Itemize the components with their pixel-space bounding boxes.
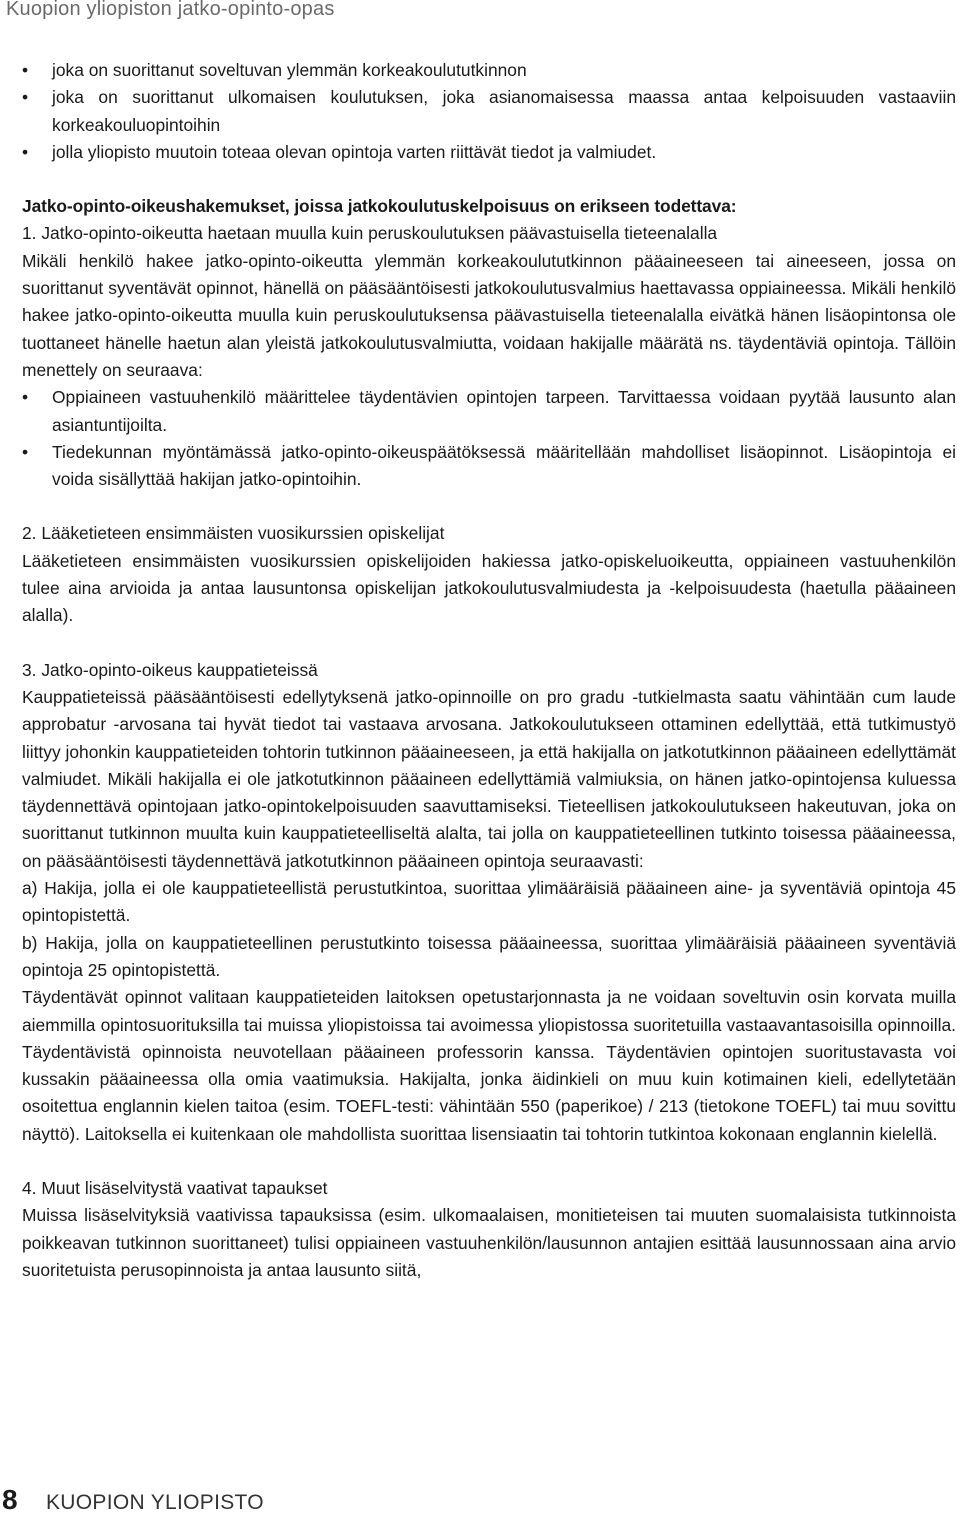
page-number: 8 xyxy=(2,1484,18,1515)
list-item xyxy=(22,84,956,139)
section-3-item-b: b) Hakija, jolla on kauppatieteellinen perustutkinto toisessa pääaineessa, suorittaa ylimääräisiä pääaineen syventäviä opintoja 25 opintopistettä. xyxy=(22,932,956,980)
bullet-icon: • xyxy=(22,387,29,408)
list-item xyxy=(22,384,956,439)
eligibility-heading: Jatko-opinto-oikeushakemukset, joissa jatkokoulutuskelpoisuus on erikseen todettava: xyxy=(22,196,737,217)
section-1-bullet-list xyxy=(22,384,956,493)
list-item xyxy=(22,439,956,494)
bullet-icon: • xyxy=(22,441,29,462)
list-item-text: joka on suorittanut soveltuvan ylemmän korkeakoulututkinnon xyxy=(52,60,527,80)
list-item-text: Tiedekunnan myöntämässä jatko-opinto-oikeuspäätöksessä määritellään mahdolliset lisäopinnot. Lisäopintoja ei voida sisällyttää hakijan jatko-opintoihin. xyxy=(52,441,956,490)
section-1-body: Mikäli henkilö hakee jatko-opinto-oikeutta ylemmän korkeakoulututkinnon pääaineeseen tai aineeseen, jossa on suorittanut syventävät opinnot, hänellä on pääsääntöisesti jatkokoulutusvalmius haettavassa oppiaineessa. Mikäli henkilö hakee jatko-opinto-oikeutta muulla kuin peruskoulutuksensa päävastuisella tieteenalalla eivätkä hänen lisäopintonsa ole tuottaneet hänelle haetun alan yleistä jatkokoulutusvalmiutta, voidaan hakijalle määrätä ns. täydentäviä opintoja. Tällöin menettely on seuraava: xyxy=(22,250,956,380)
bullet-icon: • xyxy=(22,87,29,108)
section-3-heading: 3. Jatko-opinto-oikeus kauppatieteissä xyxy=(22,659,318,680)
bullet-icon: • xyxy=(22,141,29,162)
section-3-closing: Täydentävät opinnot valitaan kauppatieteiden laitoksen opetustarjonnasta ja ne voidaan soveltuvin osin korvata muilla aiemmilla opintosuorituksilla tai muissa yliopistoissa tai avoimessa yliopistossa suoritetuilla vastaavantasoisilla opinnoilla. Täydentävistä opinnoista neuvotellaan pääaineen professorin kanssa. Täydentävien opintojen suoritustavasta voi kussakin pääaineessa olla omia vaatimuksia. Hakijalta, jonka äidinkieli on muu kuin kotimainen kieli, edellytetään osoitettua englannin kielen taitoa (esim. TOEFL-testi: vähintään 550 (paperikoe) / 213 (tietokone TOEFL) tai muu sovittu näyttö). Laitoksella ei kuitenkaan ole mahdollista suorittaa lisensiaatin tai tohtorin tutkintoa kokonaan englannin kielellä. xyxy=(22,987,956,1144)
list-item-text: Oppiaineen vastuuhenkilö määrittelee täydentävien opintojen tarpeen. Tarvittaessa voidaan pyytää lausunto alan asiantuntijoilta. xyxy=(52,387,956,435)
list-item-text: joka on suorittanut ulkomaisen koulutuksen, joka asianomaisessa maassa antaa kelpoisuuden vastaaviin korkeakouluopintoihin xyxy=(52,87,956,135)
spacer xyxy=(22,630,956,657)
section-2-heading: 2. Lääketieteen ensimmäisten vuosikurssien opiskelijat xyxy=(22,523,445,544)
section-1-heading: 1. Jatko-opinto-oikeutta haetaan muulla kuin peruskoulutuksen päävastuisella tieteenalalla xyxy=(22,223,718,244)
spacer xyxy=(22,1148,956,1175)
spacer xyxy=(22,493,956,520)
section-4-body: Muissa lisäselvityksiä vaativissa tapauksissa (esim. ulkomaalaisen, monitieteisen tai muuten suomalaisista tutkinnoista poikkeavan tutkinnon suorittaneet) tulisi oppiaineen vastuuhenkilön/lausunnon antajien esittää lausunnossaan aina arvio suoritetuista perusopinnoista ja antaa lausunto siitä, xyxy=(22,1205,956,1280)
running-header: Kuopion yliopiston jatko-opinto-opas xyxy=(6,0,335,20)
section-2-body: Lääketieteen ensimmäisten vuosikurssien opiskelijoiden hakiessa jatko-opiskeluoikeutta, oppiaineen vastuuhenkilön tulee aina arvioida ja antaa lausuntonsa opiskelijan jatkokoulutusvalmiudesta ja -kelpoisuudesta (haetulla pääaineen alalla). xyxy=(22,550,956,626)
section-4-heading: 4. Muut lisäselvitystä vaativat tapaukset xyxy=(22,1177,328,1198)
intro-bullet-list xyxy=(22,57,956,166)
list-item-text: jolla yliopisto muutoin toteaa olevan opintoja varten riittävät tiedot ja valmiudet. xyxy=(52,141,657,162)
list-item xyxy=(22,139,956,166)
footer-university-name: KUOPION YLIOPISTO xyxy=(46,1491,264,1514)
list-item xyxy=(22,57,956,84)
section-3-body: Kauppatieteissä pääsääntöisesti edellytyksenä jatko-opinnoille on pro gradu -tutkielmasta saatu vähintään cum laude approbatur -arvosana tai hyvät tiedot tai vastaava arvosana. Jatkokoulutukseen ottaminen edellyttää, että tutkimustyö liittyy johonkin kauppatieteiden tohtorin tutkinnon pääaineeseen, ja että hakijalla on jatkotutkinnon pääaineen edellyttämät valmiudet. Mikäli hakijalla ei ole jatkotutkinnon pääaineen edellyttämiä valmiuksia, on hänen jatko-opintojensa kuluessa täydennettävä opintojaan jatko-opintokelpoisuuden saavuttamiseksi. Tieteellisen jatkokoulutukseen hakeutuvan, joka on suorittanut tutkinnon muulta kuin kauppatieteelliseltä alalta, tai jolla on kauppatieteellinen tutkinto toisessa pääaineessa, on pääsääntöisesti täydennettävä jatkotutkinnon pääaineen opintoja seuraavasti: xyxy=(22,686,956,871)
section-3-item-a: a) Hakija, jolla ei ole kauppatieteellistä perustutkintoa, suorittaa ylimääräisiä pääaineen aine- ja syventäviä opintoja 45 opintopistettä. xyxy=(22,878,956,926)
bullet-icon: • xyxy=(22,60,29,80)
document-body xyxy=(22,57,956,1284)
